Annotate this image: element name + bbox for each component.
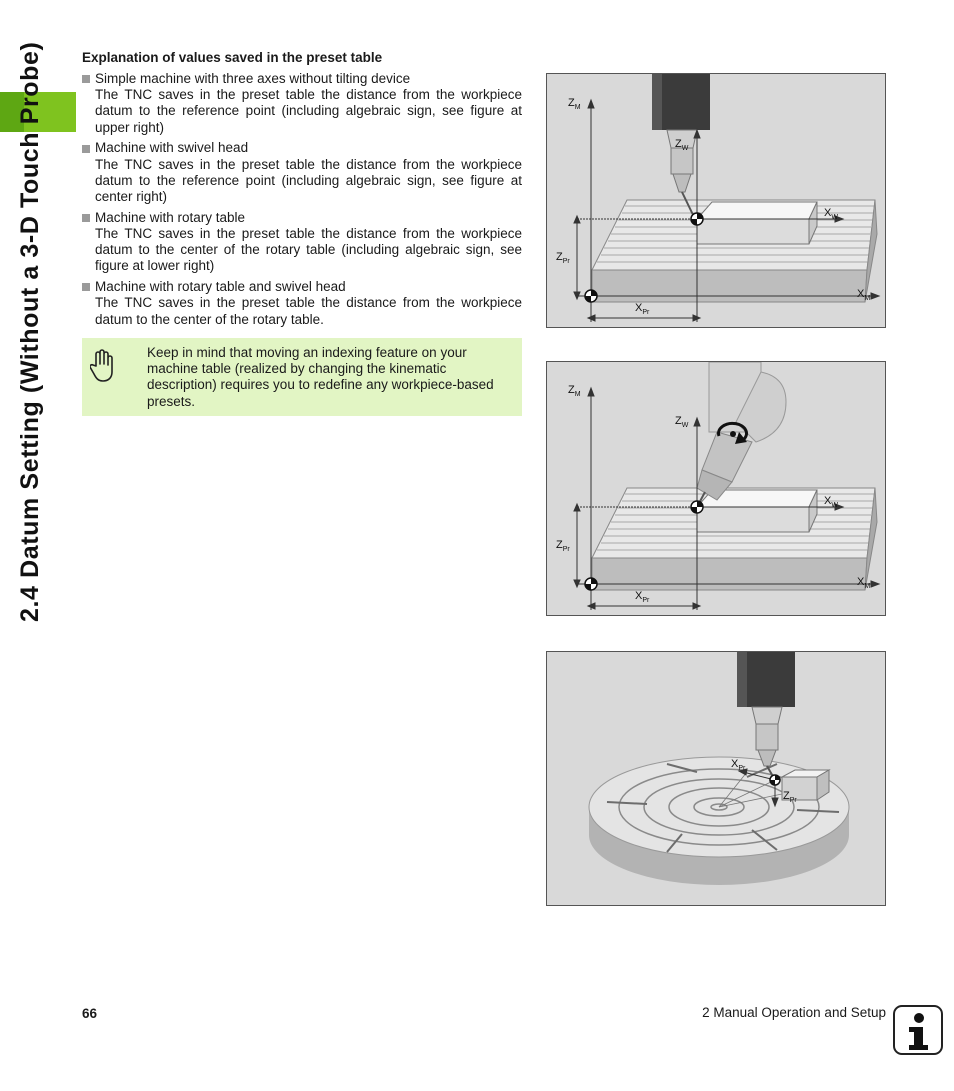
list-item <box>82 71 522 136</box>
bullet-body: The TNC saves in the preset table the distance from the workpiece datum to the reference point (including algebraic sign, see figure at center right) <box>95 156 522 205</box>
bullet-square-icon <box>82 75 90 83</box>
hand-pointer-icon <box>90 348 118 384</box>
list-item <box>82 140 522 205</box>
axis-label-zw: $Z_W$ <box>675 138 689 153</box>
bullet-body: The TNC saves in the preset table the distance from the workpiece datum to the reference point (including algebraic sign, see figure at upper right) <box>95 87 522 135</box>
axis-label-xpr: $X_{Pr}$ <box>635 302 650 317</box>
bullet-title: Machine with rotary table <box>95 209 246 225</box>
list-item <box>82 279 522 328</box>
axis-label-zpr: $Z_{Pr}$ <box>783 790 797 805</box>
axis-label-xw: $X_W$ <box>824 495 838 510</box>
workpiece-datum-marker-icon <box>691 501 703 513</box>
axis-label-zpr: $Z_{Pr}$ <box>556 251 570 266</box>
bullet-title: Simple machine with three axes without tilting device <box>95 71 411 86</box>
figure-rotary-table-illustration <box>547 652 886 906</box>
axis-label-xw: $X_W$ <box>824 207 838 222</box>
bullet-square-icon <box>82 145 90 153</box>
workpiece-datum-marker-icon <box>691 213 703 225</box>
datum-marker-icon <box>585 578 597 590</box>
bullet-square-icon <box>82 214 90 222</box>
bullet-body: The TNC saves in the preset table the distance from the workpiece datum to the center of the rotary table (including algebraic sign, see figure at lower right) <box>95 226 522 274</box>
figure-swivel-head-machine <box>546 361 886 616</box>
bullet-body: The TNC saves in the preset table the distance from the workpiece datum to the center of the rotary table. <box>95 295 522 327</box>
axis-label-xm: $X_M$ <box>857 576 871 591</box>
bullet-title: Machine with rotary table and swivel head <box>95 279 346 295</box>
workpiece-datum-marker-icon <box>770 775 780 785</box>
info-icon[interactable] <box>893 1005 943 1055</box>
bullet-list <box>82 71 522 332</box>
axis-label-xpr: $X_{Pr}$ <box>635 590 650 605</box>
info-glyph <box>895 1007 941 1053</box>
figure-three-axis-illustration <box>547 74 886 328</box>
axis-label-xm: $X_M$ <box>857 288 871 303</box>
list-item <box>82 210 522 275</box>
side-section-title: 2.4 Datum Setting (Without a 3-D Touch Probe) <box>16 41 44 622</box>
bullet-title: Machine with swivel head <box>95 140 249 156</box>
axis-label-zm: $Z_M$ <box>568 97 581 112</box>
note-box <box>82 338 522 416</box>
axis-label-zm: $Z_M$ <box>568 384 581 399</box>
datum-marker-icon <box>585 290 597 302</box>
axis-label-xpr: $X_{Pr}$ <box>731 758 746 773</box>
figure-three-axis-machine <box>546 73 886 328</box>
note-text: Keep in mind that moving an indexing feature on your machine table (realized by changing the kinematic description) requires you to redefine any workpiece-based presets. <box>147 345 494 409</box>
axis-label-zpr: $Z_{Pr}$ <box>556 539 570 554</box>
figure-rotary-table-machine <box>546 651 886 906</box>
section-heading: Explanation of values saved in the preset table <box>82 50 383 65</box>
chapter-footer-title: 2 Manual Operation and Setup <box>702 1005 886 1020</box>
page-number: 66 <box>82 1006 98 1021</box>
figure-swivel-head-illustration <box>547 362 886 616</box>
axis-label-zw: $Z_W$ <box>675 415 689 430</box>
bullet-square-icon <box>82 283 90 291</box>
